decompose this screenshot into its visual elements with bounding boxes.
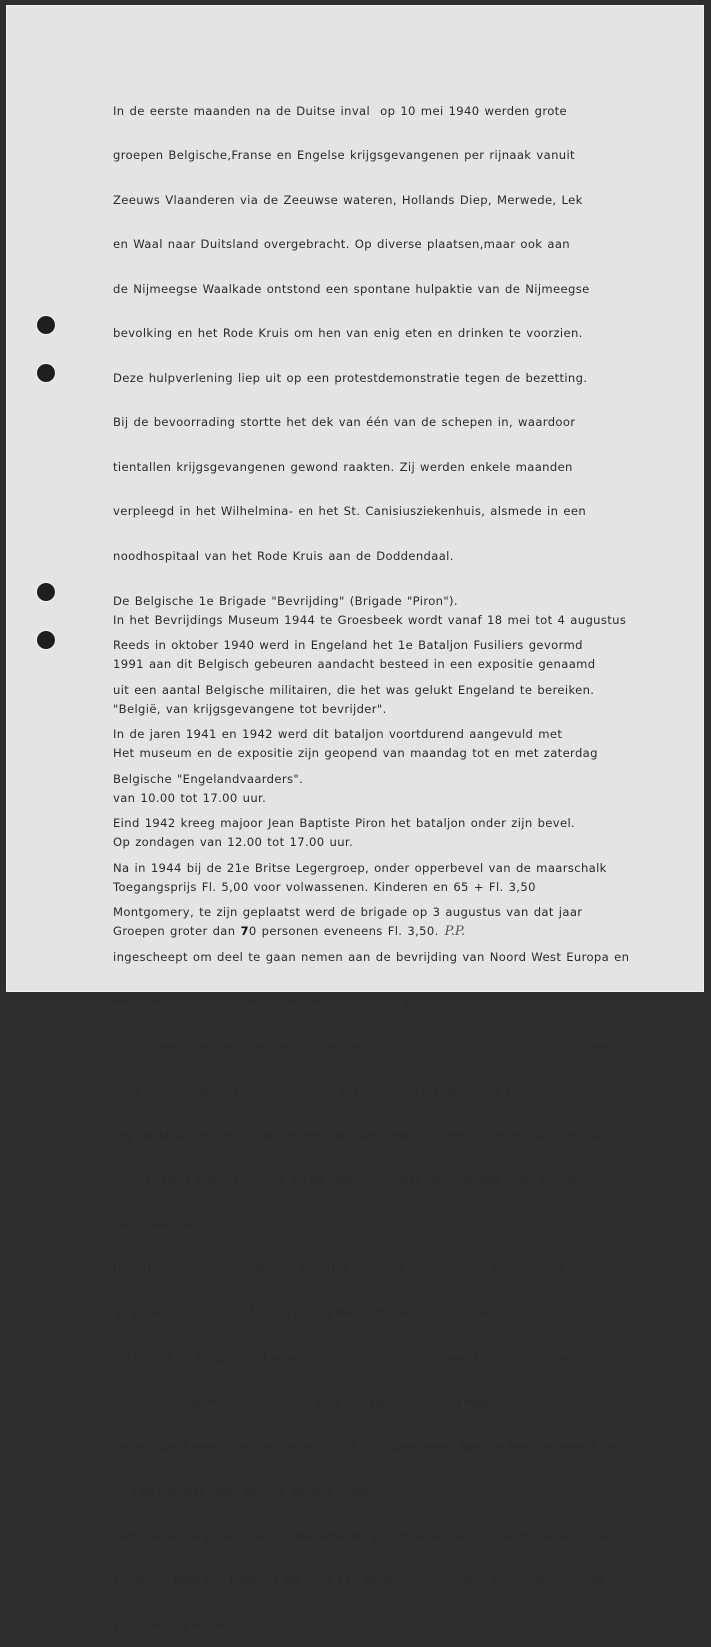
text-line: Bij de bevoorrading stortte het dek van één van de schepen in, waardoor	[113, 415, 576, 430]
text-line: tientallen krijgsgevangenen gewond raakten. Zij werden enkele maanden	[113, 459, 573, 474]
text-line: kend aantal verwond.	[113, 1617, 248, 1632]
text-line: 1e en 2e Bataljon Fusiliers 69 man aan doden en vermisten en werd een onbe-	[113, 1573, 612, 1588]
text-line-groups	[113, 924, 626, 939]
punch-hole	[37, 364, 55, 382]
text-line: Montgomery, te zijn geplaatst werd de brigade op 3 augustus van dat jaar	[113, 905, 583, 920]
text-line: In de jaren 1941 en 1942 werd dit bataljon voortdurend aangevuld met	[113, 727, 563, 742]
text-line: Toegangsprijs Fl. 5,00 voor volwassenen. Kinderen en 65 + Fl. 3,50	[113, 879, 536, 894]
text-line: ingescheept om deel te gaan nemen aan de bevrijding van Noord West Europa en	[113, 949, 630, 964]
section-heading-line: De Belgische 1e Brigade "Bevrijding" (Brigade "Piron").	[113, 593, 458, 608]
corrected-digit: 7	[240, 924, 249, 939]
text-line: het IJsselmeer.	[113, 1216, 205, 1231]
text-fragment: 0 personen eveneens Fl. 3,50.	[248, 924, 439, 939]
text-line: bij gevechten aan de Maas (Thorn, Wessem, Neeritter en Maaseik).	[113, 1306, 535, 1321]
handwritten-initials: P.P.	[444, 924, 466, 940]
text-line: Toegevoegd aan verscheidene Britse onderdelen vecht de brigade zich een weg	[113, 1038, 615, 1053]
text-line: Belgische "Engelandvaarders".	[113, 771, 304, 786]
text-line: Zeeuws Vlaanderen via de Zeeuwse wateren, Hollands Diep, Merwede, Lek	[113, 192, 583, 207]
text-line: 1991 aan dit Belgisch gebeuren aandacht besteed in een expositie genaamd	[113, 657, 596, 672]
text-line: Na in 1944 bij de 21e Britse Legergroep, onder opperbevel van de maarschalk	[113, 860, 607, 875]
text-line: In het Bevrijdings Museum 1944 te Groesbeek wordt vanaf 18 mei tot 4 augustus	[113, 612, 627, 627]
text-line: groepen Belgische,Franse en Engelse krijgsgevangenen per rijnaak vanuit	[113, 148, 575, 163]
text-line: rechter flank van het Britse XXXe Legerkorps dat op weg gaat naar Arnhem en	[113, 1172, 610, 1187]
text-line: De brigade onderscheidt zich vanaf die datum tot aan onze bevrijding o.a.	[113, 1261, 582, 1276]
text-line: werd de brigade gemakshalve "Brigade Piron" genoemd.	[113, 994, 467, 1009]
text-line: uit een aantal Belgische militairen, die het was gelukt Engeland te bereiken.	[113, 682, 595, 697]
text-line: geplaatst bij het 8e Britse Legerkorps, dat belast is met de beveiliging van de	[113, 1127, 606, 1142]
paragraph-exhibition	[113, 583, 626, 954]
text-line: van 10.00 tot 17.00 uur.	[113, 790, 267, 805]
text-line: Gedurende de gevechten op Nederlands grondgebied verloor de brigade en het	[113, 1528, 613, 1543]
text-line: Het museum en de expositie zijn geopend van maandag tot en met zaterdag	[113, 746, 598, 761]
text-line: verpleegd in het Wilhelmina- en het St. Canisiusziekenhuis, alsmede in een	[113, 504, 587, 519]
text-line: bij het Capelse Veer aan de Bergse Maas.	[113, 1484, 375, 1499]
text-fragment: Groepen groter dan	[113, 924, 241, 939]
text-line: Later, als de brigade is toegevoegd aan de 5e Canadese Divisie, onderscheidt	[113, 1350, 605, 1365]
text-line: "België, van krijgsgevangene tot bevrijder".	[113, 701, 387, 716]
text-line: Deze hulpverlening liep uit op een protestdemonstratie tegen de bezetting.	[113, 370, 588, 385]
text-line: Opheusden) terwijl het 2e Bataljon ook nog deelneemt aan de hevige gevechten	[113, 1439, 620, 1454]
punch-hole	[37, 583, 55, 601]
text-line: Reeds in oktober 1940 werd in Engeland het 1e Bataljon Fusiliers gevormd	[113, 638, 583, 653]
text-line: en Waal naar Duitsland overgebracht. Op diverse plaatsen,maar ook aan	[113, 237, 570, 252]
text-line: In de eerste maanden na de Duitse inval op 10 mei 1940 werden grote	[113, 103, 568, 118]
text-line: de Nijmeegse Waalkade ontstond een spontane hulpaktie van de Nijmeegse	[113, 281, 590, 296]
text-line: door Noord Frankrijk en België om tenslotte op 17 september 1944 te worden	[113, 1083, 603, 1098]
text-line: het zich bij gevechten in de Betuwe ten Westen van Nijmegen (Zetten,	[113, 1395, 560, 1410]
text-line: noodhospitaal van het Rode Kruis aan de Doddendaal.	[113, 549, 454, 563]
punch-hole	[37, 631, 55, 649]
text-line: bevolking en het Rode Kruis om hen van enig eten en drinken te voorzien.	[113, 326, 583, 341]
text-line: Eind 1942 kreeg majoor Jean Baptiste Piron het bataljon onder zijn bevel.	[113, 816, 576, 831]
text-line: Op zondagen van 12.00 tot 17.00 uur.	[113, 835, 353, 850]
punch-hole	[37, 316, 55, 334]
